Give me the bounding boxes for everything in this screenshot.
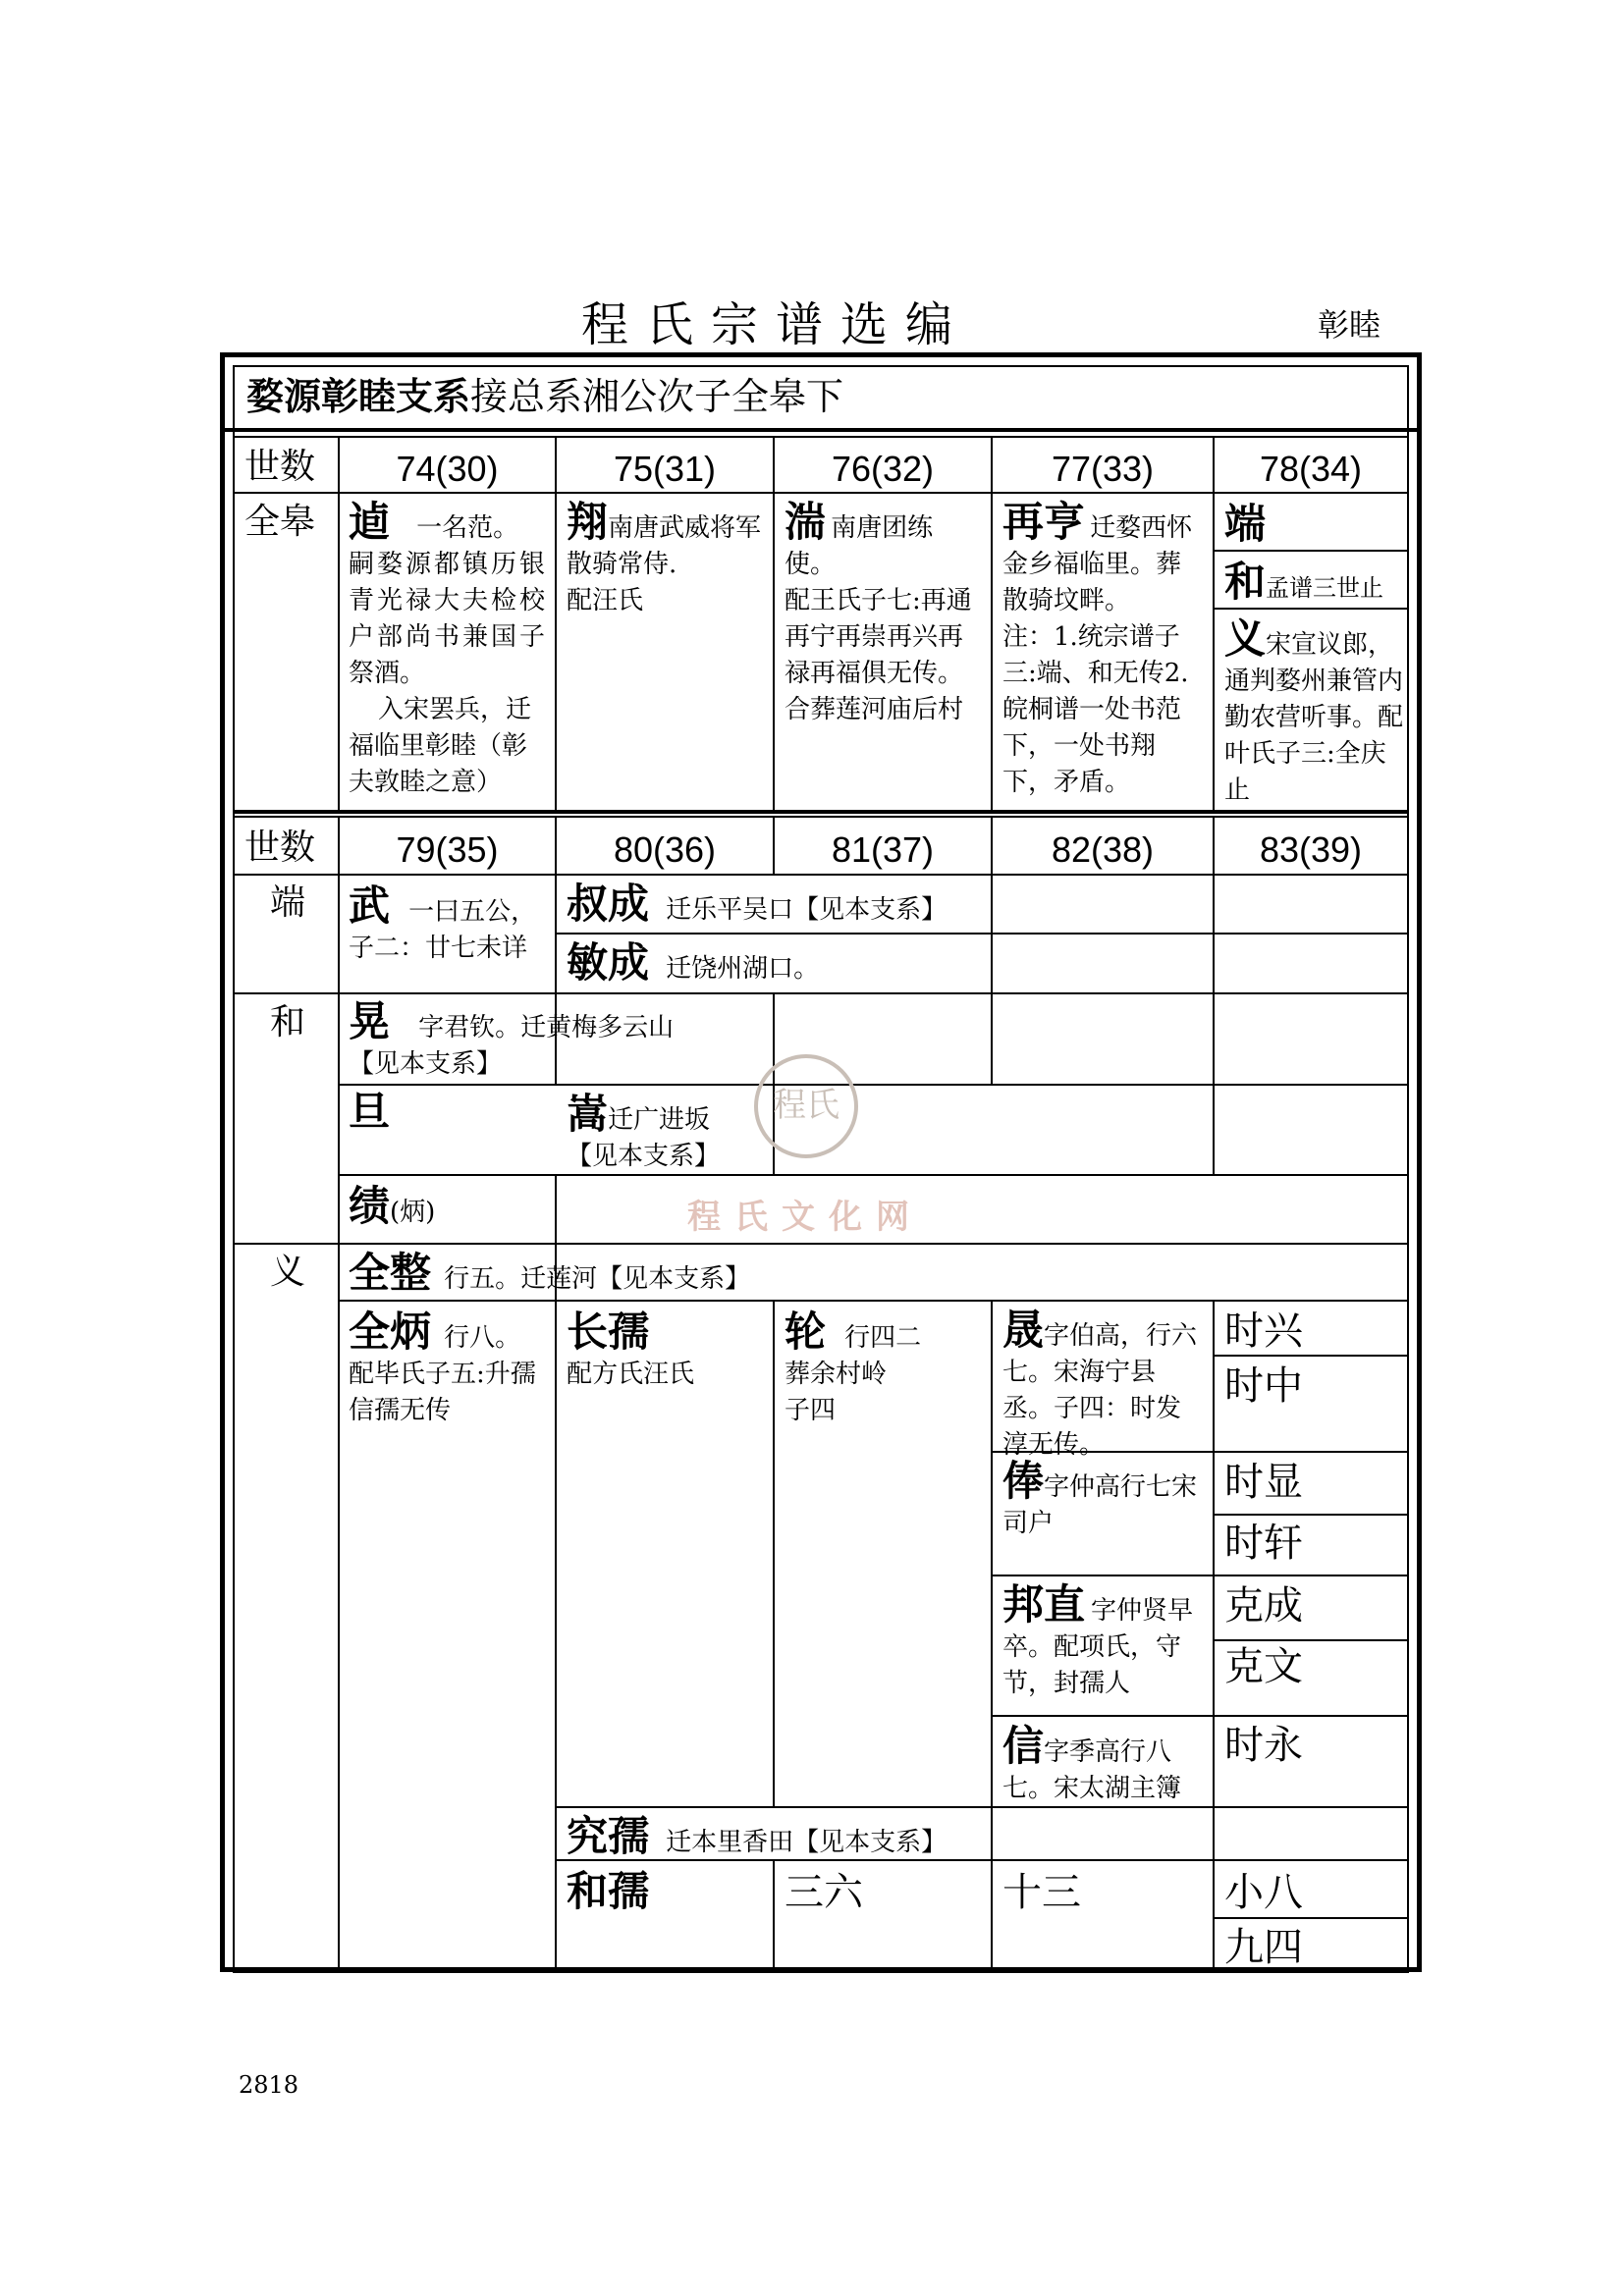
- entry-heru: 和孺: [567, 1867, 650, 1915]
- person-name: 绩: [349, 1182, 391, 1230]
- person-note: 迁本里香田【见本支系】: [666, 1828, 947, 1857]
- entry-kecheng: 克成: [1224, 1583, 1303, 1629]
- section-divider: [233, 810, 1409, 814]
- person-body: 嗣婺源都镇历银青光禄大夫检校户部尚书兼国子祭酒。: [349, 550, 545, 689]
- person-note: 孟谱三世止: [1266, 574, 1384, 602]
- person-note: 字伯高，行六七。宋海宁县丞。子四：时发淳无传。: [1002, 1321, 1198, 1461]
- branch-subtitle: 接总系湘公次子全皋下: [470, 375, 844, 418]
- person-note: 迁饶州湖口。: [666, 954, 820, 984]
- person-name: 轮: [785, 1308, 827, 1356]
- entry-yi: [1224, 614, 1403, 809]
- col-rule: [991, 438, 993, 811]
- person-note: 一曰五公，: [408, 897, 537, 927]
- gen-76: 76(32): [831, 449, 935, 489]
- gen-82: 82(38): [1051, 829, 1155, 870]
- person-name: 翔: [567, 498, 609, 546]
- entry-kewen: 克文: [1224, 1644, 1303, 1689]
- gen-79: 79(35): [396, 829, 499, 870]
- person-note: (炳): [390, 1198, 436, 1227]
- rule: [1213, 608, 1409, 610]
- rule: [338, 1300, 1409, 1302]
- person-name: 叔成: [567, 880, 650, 928]
- entry-shixing: 时兴: [1224, 1308, 1303, 1354]
- col-rule: [1213, 818, 1215, 1174]
- entry-lun: [785, 1308, 981, 1429]
- rule: [1213, 1355, 1409, 1357]
- rule: [1213, 550, 1409, 552]
- gen-row-rule: [233, 492, 1409, 494]
- page-number: 2818: [239, 2071, 299, 2099]
- watermark-seal: 程氏: [754, 1054, 858, 1158]
- entry-jiusi: 九四: [1224, 1925, 1303, 1970]
- person-name: 嵩: [567, 1090, 609, 1138]
- row-label-yi: 义: [270, 1252, 306, 1292]
- watermark-text: 程氏文化网: [687, 1198, 923, 1237]
- rule: [555, 1806, 1409, 1808]
- gen-label-2: 世数: [244, 828, 316, 868]
- person-name: 究孺: [567, 1812, 650, 1860]
- col-rule: [555, 438, 557, 811]
- branch-name: 婺源彰睦支系: [246, 374, 471, 418]
- genealogy-table: [220, 352, 1422, 1972]
- col-rule: [773, 438, 775, 811]
- person-note: 迁广进坂: [608, 1105, 711, 1135]
- entry-shucheng: [567, 880, 947, 929]
- inner-bottom-rule: [233, 1971, 1409, 1973]
- person-note-2: 【见本支系】: [567, 1142, 721, 1172]
- col-rule: [773, 1300, 775, 1807]
- person-name: 逌: [349, 498, 391, 546]
- person-name: 晟: [1002, 1306, 1045, 1354]
- entry-you: [349, 498, 545, 801]
- entry-dan: 旦: [349, 1088, 391, 1136]
- person-body-2: 子四: [785, 1396, 837, 1426]
- entry-zaiheng: [1002, 498, 1203, 801]
- gen-75: 75(31): [613, 449, 717, 489]
- col-rule: [773, 1859, 775, 1973]
- inner-right-rule: [1407, 365, 1409, 1973]
- entry-sheng: [1002, 1306, 1205, 1464]
- gen-74: 74(30): [396, 449, 499, 489]
- col-rule: [338, 438, 340, 811]
- entry-wu: [349, 881, 551, 967]
- entry-shiyong: 时永: [1224, 1723, 1303, 1768]
- person-name: 晃: [349, 997, 391, 1045]
- person-note: 字君钦。迁黄梅多云山: [418, 1013, 675, 1042]
- person-name: 信: [1002, 1722, 1045, 1770]
- person-name: 武: [349, 881, 391, 930]
- person-body: 配方氏汪氏: [567, 1360, 695, 1390]
- branch-title-rule: [225, 428, 1417, 432]
- rule: [991, 1575, 1409, 1576]
- row-label-quangao: 全皋: [244, 502, 316, 542]
- rule: [1213, 1917, 1409, 1919]
- branch-title-rule-inner: [233, 436, 1409, 438]
- person-name: 湍: [785, 498, 827, 546]
- entry-quanbing: [349, 1308, 545, 1429]
- person-name: 邦直: [1002, 1580, 1086, 1629]
- inner-left-rule: [233, 365, 235, 1973]
- entry-changru: [567, 1308, 763, 1393]
- person-note: 字季高行八七。宋太湖主簿: [1002, 1737, 1182, 1804]
- person-body: 配汪氏: [567, 586, 644, 616]
- rule: [338, 1174, 1409, 1176]
- person-note: 字仲贤早卒。配项氏，守节，封孺人: [1002, 1596, 1194, 1699]
- person-name: 敏成: [567, 938, 650, 987]
- person-body-2: 合葬莲河庙后村: [785, 695, 964, 725]
- col-rule: [991, 1300, 993, 1973]
- document-title: 程氏宗谱选编: [580, 297, 970, 352]
- entry-mincheng: [567, 938, 819, 988]
- person-body: 子二：廿七未详: [349, 934, 528, 964]
- entry-song: [567, 1090, 763, 1175]
- entry-shixian: 时显: [1224, 1460, 1303, 1505]
- rule: [1213, 1639, 1409, 1641]
- col-rule: [338, 818, 340, 1973]
- inner-top-rule: [233, 365, 1409, 367]
- entry-xin: [1002, 1722, 1205, 1807]
- person-name: 再亨: [1002, 498, 1086, 546]
- gen-row-rule-2: [233, 874, 1409, 876]
- entry-huang: [349, 997, 761, 1083]
- person-name: 义: [1224, 614, 1267, 663]
- he-block-rule: [233, 1243, 1409, 1245]
- entry-xiang: [567, 498, 763, 619]
- person-note: 一名范。: [416, 513, 519, 543]
- branch-title: [246, 374, 843, 420]
- person-note-2: 【见本支系】: [349, 1049, 503, 1080]
- person-note: 南唐武威将军散骑常侍.: [567, 513, 762, 580]
- entry-shizhong: 时中: [1224, 1363, 1303, 1409]
- entry-bangzhi: [1002, 1580, 1205, 1702]
- col-rule: [1213, 1300, 1215, 1973]
- entry-jiuru: [567, 1812, 947, 1861]
- row-label-he: 和: [270, 1002, 306, 1042]
- gen-label: 世数: [244, 447, 316, 487]
- entry-tuan: [785, 498, 981, 728]
- branch-corner-label: 彰睦: [1318, 306, 1381, 344]
- person-name: 长孺: [567, 1308, 650, 1356]
- entry-sanliu: 三六: [785, 1870, 863, 1915]
- person-name: 全炳: [349, 1308, 432, 1356]
- gen-81: 81(37): [831, 829, 935, 870]
- rule: [991, 1715, 1409, 1717]
- rule: [555, 933, 1409, 934]
- section-divider-inner: [233, 816, 1409, 818]
- entry-he: [1224, 558, 1405, 607]
- person-note: 行五。迁莲河【见本支系】: [444, 1264, 751, 1294]
- gen-77: 77(33): [1051, 449, 1155, 489]
- person-body: 配毕氏子五:升孺信孺无传: [349, 1360, 536, 1426]
- entry-shixuan: 时轩: [1224, 1521, 1303, 1566]
- entry-feng: [1002, 1457, 1205, 1542]
- entry-xiaoba: 小八: [1224, 1870, 1303, 1915]
- gen-83: 83(39): [1259, 829, 1363, 870]
- person-note: 迁乐平吴口【见本支系】: [666, 895, 947, 925]
- person-note: 字仲高行七宋司户: [1002, 1472, 1198, 1539]
- duan-block-rule: [233, 992, 1409, 994]
- person-note: 行八。: [444, 1323, 521, 1353]
- person-body: 注：1.统宗谱子三:端、和无传2.皖桐谱一处书范下，一处书翔下，矛盾。: [1002, 622, 1189, 798]
- person-note: 宋宣议郎，通判婺州兼管内勤农营听事。配叶氏子三:全庆止: [1224, 630, 1404, 806]
- gen-78: 78(34): [1259, 449, 1363, 489]
- person-name: 全整: [349, 1249, 432, 1297]
- person-body: 配王氏子七:再通再宁再崇再兴再禄再福俱无传。: [785, 586, 972, 689]
- gen-80: 80(36): [613, 829, 717, 870]
- person-body-2: 入宋罢兵，迁福临里彰睦（彰夫敦睦之意）: [349, 695, 532, 798]
- entry-duan: 端: [1224, 500, 1267, 548]
- rule: [1213, 1514, 1409, 1516]
- person-body: 葬余村岭: [785, 1360, 888, 1390]
- rule: [338, 1084, 1409, 1086]
- person-name: 和: [1224, 558, 1267, 606]
- entry-ji: [349, 1182, 435, 1231]
- person-note: 迁婺西怀金乡福临里。葬散骑坟畔。: [1002, 513, 1193, 616]
- person-name: 俸: [1002, 1457, 1045, 1505]
- entry-quanzheng: [349, 1249, 750, 1298]
- entry-shisan: 十三: [1002, 1870, 1081, 1915]
- person-note: 行四二: [844, 1323, 922, 1353]
- col-rule: [1213, 438, 1215, 811]
- person-note: 南唐团练使。: [785, 513, 934, 580]
- row-label-duan: 端: [270, 882, 306, 923]
